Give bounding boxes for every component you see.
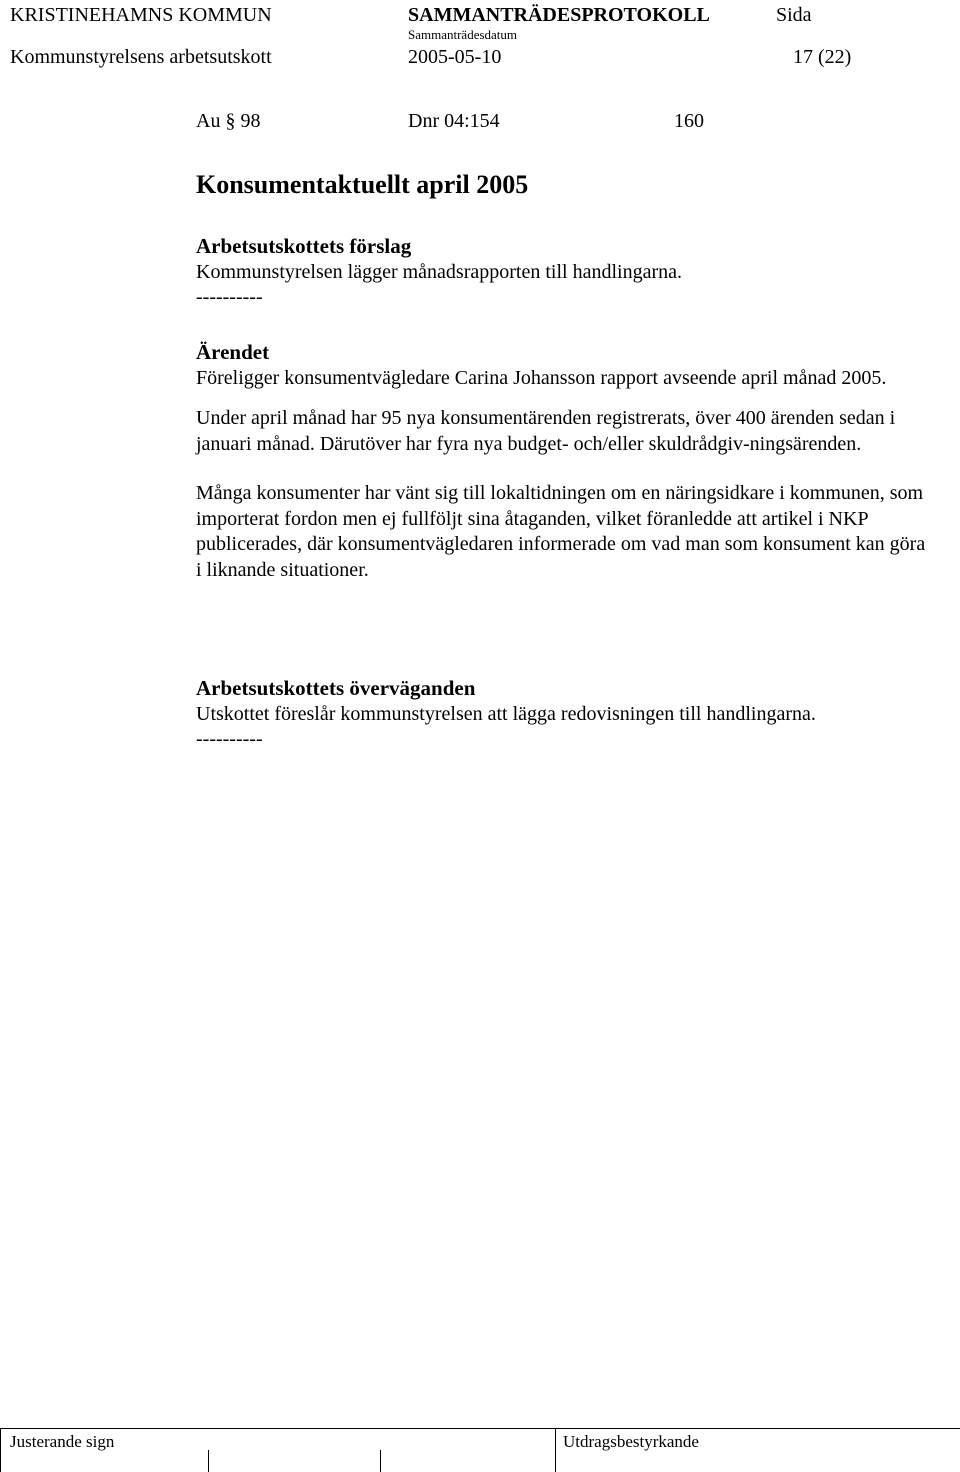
diary-number: Dnr 04:154 xyxy=(408,110,500,132)
matter-section xyxy=(196,340,926,583)
considerations-text: Utskottet föreslår kommunstyrelsen att lägga redovisningen till handlingarna. xyxy=(196,702,816,725)
matter-paragraph: Under april månad har 95 nya konsumentärenden registrerats, över 400 ärenden sedan i januari månad. Därutöver har fyra nya budget- och/eller skuldrådgiv-ningsärenden. xyxy=(196,407,896,455)
meeting-date: 2005-05-10 xyxy=(408,46,502,68)
page-number: 17 (22) xyxy=(793,46,852,68)
footer-border-middle xyxy=(555,1428,556,1472)
document-type: SAMMANTRÄDESPROTOKOLL xyxy=(408,4,710,26)
date-label: Sammanträdesdatum xyxy=(408,27,518,42)
matter-paragraph: Många konsumenter har vänt sig till lokaltidningen om en näringsidkare i kommunen, som importerat fordon men ej fullföljt sina åtaganden, vilket föranledde att artikel i NKP publicerades, där konsumentvägledaren informerade om vad man som konsument kan göra i liknande situationer. xyxy=(196,482,926,581)
separator: ---------- xyxy=(196,286,263,308)
considerations-section xyxy=(196,676,926,753)
sign-field-divider xyxy=(380,1450,381,1472)
committee-name: Kommunstyrelsens arbetsutskott xyxy=(10,46,272,68)
footer-divider xyxy=(0,1428,960,1429)
paragraph-number: Au § 98 xyxy=(196,110,261,132)
sign-field-divider xyxy=(208,1450,209,1472)
proposal-section xyxy=(196,234,926,311)
extract-label: Utdragsbestyrkande xyxy=(563,1432,699,1451)
case-code: 160 xyxy=(674,110,704,132)
considerations-heading: Arbetsutskottets överväganden xyxy=(196,676,476,700)
page-label: Sida xyxy=(776,4,812,26)
sign-label: Justerande sign xyxy=(10,1432,115,1451)
document-title: Konsumentaktuellt april 2005 xyxy=(196,170,529,199)
proposal-text: Kommunstyrelsen lägger månadsrapporten till handlingarna. xyxy=(196,260,682,283)
municipality-name: KRISTINEHAMNS KOMMUN xyxy=(10,4,272,26)
matter-heading: Ärendet xyxy=(196,340,270,364)
footer-border-left xyxy=(0,1428,1,1472)
matter-paragraph: Föreligger konsumentvägledare Carina Johansson rapport avseende april månad 2005. xyxy=(196,366,887,389)
proposal-heading: Arbetsutskottets förslag xyxy=(196,234,412,258)
separator: ---------- xyxy=(196,728,263,750)
